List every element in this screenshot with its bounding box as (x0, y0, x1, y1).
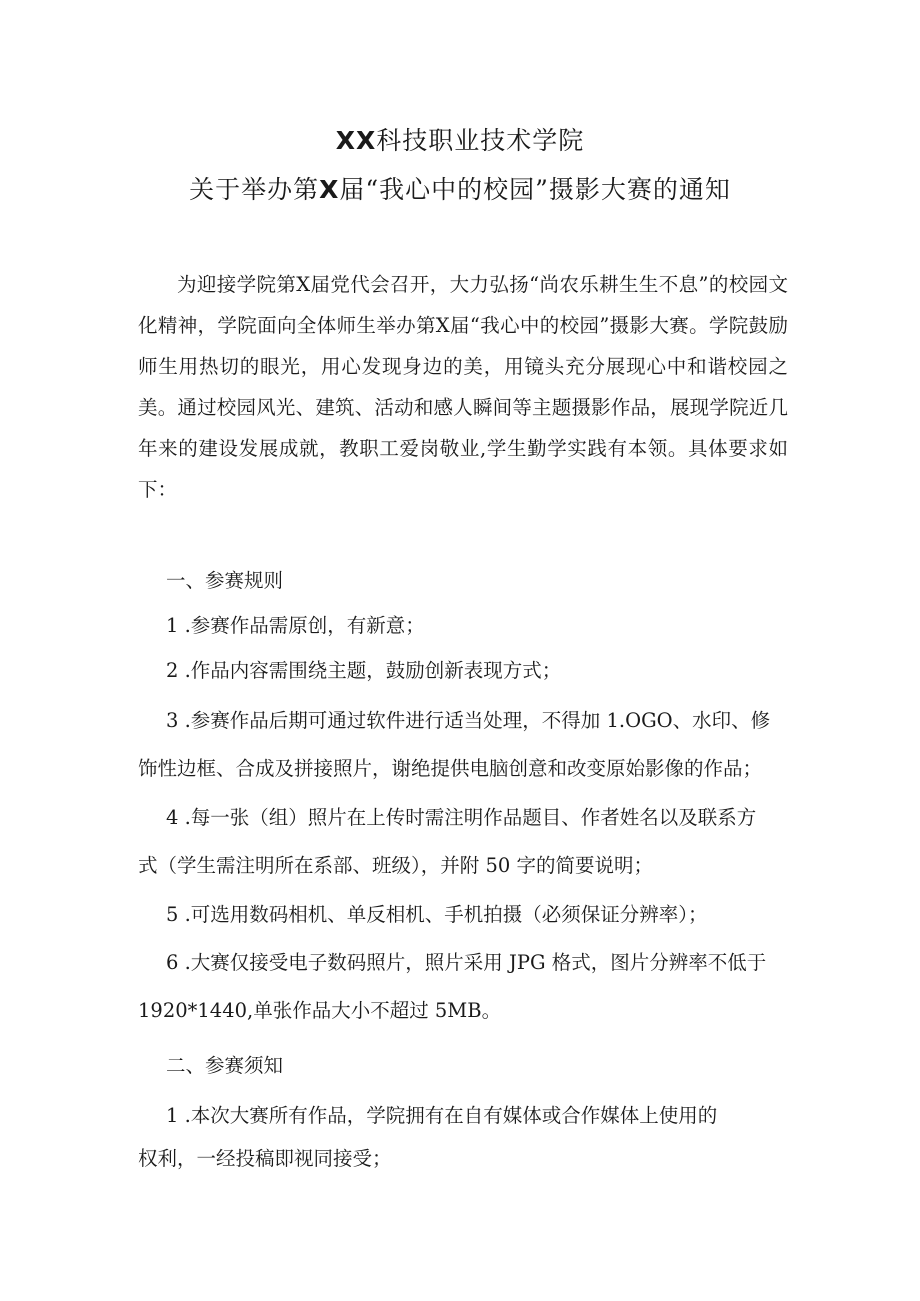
section-1-heading: 一、参赛规则 (166, 569, 284, 592)
notice-title-pre: 关于举办第 (189, 175, 320, 204)
rule-item-6-line-2: 1920*1440,单张作品大小不超过 5MB。 (138, 999, 502, 1022)
notice-title-bold: X (319, 175, 340, 204)
intro-paragraph: 为迎接学院第X届党代会召开，大力弘扬“尚农乐耕生生不息”的校园文化精神，学院面向全体师生举办第X届“我心中的校园”摄影大赛。学院鼓励师生用热切的眼光，用心发现身边的美，用镜头充分展现心中和谐校园之美。通过校园风光、建筑、活动和感人瞬间等主题摄影作品，展现学院近几年来的建设发展成就，教职工爱岗敬业,学生勤学实践有本领。具体要求如下： (138, 273, 788, 501)
school-name-bold: XX (335, 126, 377, 155)
rule-item-2: 2 .作品内容需围绕主题，鼓励创新表现方式； (166, 659, 562, 682)
intro-block (138, 264, 788, 510)
rule-item-5: 5 .可选用数码相机、单反相机、手机拍摄（必须保证分辨率）； (166, 903, 708, 926)
notice-title (0, 170, 920, 206)
rule-item-6-line-1: 6 .大赛仅接受电子数码照片，照片采用 JPG 格式，图片分辨率不低于 (166, 951, 767, 974)
notice-item-1-line-2: 权利，一经投稿即视同接受； (138, 1147, 392, 1170)
rule-item-3-line-1: 3 .参赛作品后期可通过软件进行适当处理，不得加 1.OGO、水印、修 (166, 709, 771, 732)
section-2-heading: 二、参赛须知 (166, 1054, 284, 1077)
rule-item-1: 1 .参赛作品需原创，有新意； (166, 614, 425, 637)
school-name-title (0, 121, 920, 157)
school-name-rest: 科技职业技术学院 (376, 126, 585, 155)
rule-item-4-line-2: 式（学生需注明所在系部、班级），并附 50 字的简要说明； (138, 854, 653, 877)
notice-item-1-line-1: 1 .本次大赛所有作品，学院拥有在自有媒体或合作媒体上使用的 (166, 1104, 718, 1127)
rule-item-3-line-2: 饰性边框、合成及拼接照片，谢绝提供电脑创意和改变原始影像的作品； (138, 757, 763, 780)
notice-title-post: 届“我心中的校园”摄影大赛的通知 (339, 175, 731, 204)
rule-item-4-line-1: 4 .每一张（组）照片在上传时需注明作品题目、作者姓名以及联系方 (166, 806, 757, 829)
